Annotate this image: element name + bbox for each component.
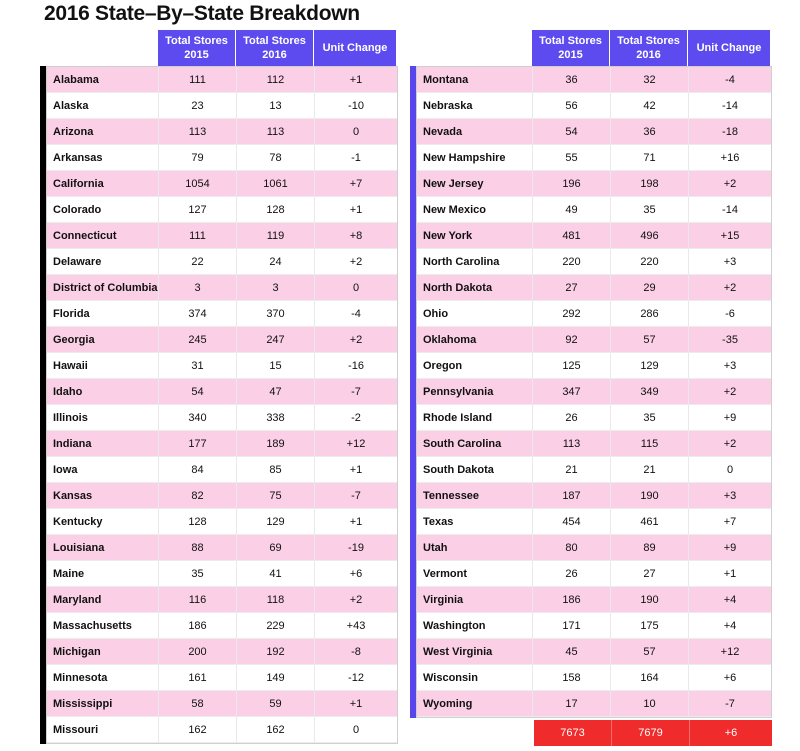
state-name: Maryland (47, 587, 159, 613)
stores-2015: 127 (159, 197, 237, 223)
table-row (47, 457, 397, 483)
header-label: Unit Change (696, 42, 762, 54)
stores-2016: 10 (611, 691, 689, 717)
stores-2015: 35 (159, 561, 237, 587)
stores-2015: 196 (533, 171, 611, 197)
state-name: Arizona (47, 119, 159, 145)
state-name: Oklahoma (417, 327, 533, 353)
stores-2016: 113 (237, 119, 315, 145)
state-name: Alaska (47, 93, 159, 119)
table-row (417, 223, 771, 249)
table-row (417, 249, 771, 275)
stores-2015: 56 (533, 93, 611, 119)
stores-2015: 92 (533, 327, 611, 353)
unit-change: +9 (689, 405, 771, 431)
header-total-stores-2016 (610, 30, 688, 66)
state-name: Tennessee (417, 483, 533, 509)
stores-2015: 26 (533, 561, 611, 587)
state-name: Virginia (417, 587, 533, 613)
table-row (417, 197, 771, 223)
table-row (47, 275, 397, 301)
unit-change: 0 (315, 275, 397, 301)
stores-2015: 340 (159, 405, 237, 431)
stores-2016: 190 (611, 587, 689, 613)
stores-2016: 78 (237, 145, 315, 171)
table-row (47, 223, 397, 249)
state-name: Delaware (47, 249, 159, 275)
table-row (47, 431, 397, 457)
page-title: 2016 State–By–State Breakdown (44, 2, 360, 25)
unit-change: +12 (689, 639, 771, 665)
unit-change: +4 (689, 587, 771, 613)
table-row (47, 535, 397, 561)
stores-2016: 286 (611, 301, 689, 327)
unit-change: +12 (315, 431, 397, 457)
table-header (410, 30, 772, 66)
stores-2016: 1061 (237, 171, 315, 197)
table-row (47, 665, 397, 691)
stores-2016: 112 (237, 67, 315, 93)
state-name: South Carolina (417, 431, 533, 457)
unit-change: -7 (689, 691, 771, 717)
unit-change: +3 (689, 353, 771, 379)
state-name: Louisiana (47, 535, 159, 561)
table-row (47, 327, 397, 353)
table-row (417, 275, 771, 301)
stores-2015: 161 (159, 665, 237, 691)
stores-2015: 220 (533, 249, 611, 275)
unit-change: +2 (689, 379, 771, 405)
stores-2016: 189 (237, 431, 315, 457)
unit-change: +8 (315, 223, 397, 249)
state-name: Kentucky (47, 509, 159, 535)
stores-2015: 27 (533, 275, 611, 301)
state-name: New Hampshire (417, 145, 533, 171)
table-row (417, 613, 771, 639)
unit-change: +7 (315, 171, 397, 197)
table-row (47, 561, 397, 587)
table-row (417, 67, 771, 93)
stores-2015: 80 (533, 535, 611, 561)
unit-change: -12 (315, 665, 397, 691)
stores-2016: 57 (611, 639, 689, 665)
table-row (417, 509, 771, 535)
unit-change: +2 (689, 171, 771, 197)
stores-2016: 41 (237, 561, 315, 587)
state-name: Ohio (417, 301, 533, 327)
total-2015: 7673 (534, 720, 612, 746)
unit-change: +1 (315, 457, 397, 483)
unit-change: +7 (689, 509, 771, 535)
header-label: Total Stores (539, 35, 602, 47)
table-row (417, 431, 771, 457)
unit-change: +1 (315, 67, 397, 93)
stores-2015: 22 (159, 249, 237, 275)
unit-change: +2 (689, 275, 771, 301)
stores-2016: 71 (611, 145, 689, 171)
stores-2015: 162 (159, 717, 237, 743)
state-name: Pennsylvania (417, 379, 533, 405)
state-name: Massachusetts (47, 613, 159, 639)
stores-2015: 186 (159, 613, 237, 639)
stores-2016: 119 (237, 223, 315, 249)
unit-change: +1 (315, 691, 397, 717)
stores-2015: 128 (159, 509, 237, 535)
table-body (410, 66, 772, 718)
unit-change: +15 (689, 223, 771, 249)
unit-change: -10 (315, 93, 397, 119)
header-unit-change (314, 30, 396, 66)
table-row (417, 171, 771, 197)
stores-2015: 3 (159, 275, 237, 301)
state-name: North Dakota (417, 275, 533, 301)
stores-2016: 175 (611, 613, 689, 639)
state-name: Washington (417, 613, 533, 639)
header-label: Total Stores (617, 35, 680, 47)
table-row (417, 665, 771, 691)
unit-change: +16 (689, 145, 771, 171)
stores-2016: 85 (237, 457, 315, 483)
stores-2015: 116 (159, 587, 237, 613)
stores-2016: 27 (611, 561, 689, 587)
unit-change: -6 (689, 301, 771, 327)
unit-change: +1 (315, 509, 397, 535)
table-row (47, 301, 397, 327)
table-row (47, 249, 397, 275)
unit-change: 0 (689, 457, 771, 483)
table-header (40, 30, 398, 66)
table-row (47, 379, 397, 405)
stores-2016: 42 (611, 93, 689, 119)
stores-2016: 162 (237, 717, 315, 743)
header-total-stores-2015 (532, 30, 610, 66)
stores-2015: 79 (159, 145, 237, 171)
unit-change: -8 (315, 639, 397, 665)
state-name: Mississippi (47, 691, 159, 717)
state-name: Georgia (47, 327, 159, 353)
table-row (417, 145, 771, 171)
unit-change: -14 (689, 93, 771, 119)
stores-2016: 338 (237, 405, 315, 431)
state-name: Kansas (47, 483, 159, 509)
state-name: Hawaii (47, 353, 159, 379)
state-name: Wyoming (417, 691, 533, 717)
stores-2015: 113 (533, 431, 611, 457)
header-year: 2016 (262, 49, 287, 61)
state-name: Nebraska (417, 93, 533, 119)
stores-2015: 125 (533, 353, 611, 379)
unit-change: +2 (315, 327, 397, 353)
table-row (47, 93, 397, 119)
stores-2016: 229 (237, 613, 315, 639)
table-row (417, 639, 771, 665)
stores-2015: 187 (533, 483, 611, 509)
state-name: Nevada (417, 119, 533, 145)
stores-2016: 89 (611, 535, 689, 561)
state-name: Michigan (47, 639, 159, 665)
stores-2016: 36 (611, 119, 689, 145)
stores-2015: 55 (533, 145, 611, 171)
table-row (417, 93, 771, 119)
stores-2015: 245 (159, 327, 237, 353)
unit-change: +9 (689, 535, 771, 561)
table-row (417, 353, 771, 379)
state-name: Utah (417, 535, 533, 561)
stores-2015: 84 (159, 457, 237, 483)
table-row (417, 457, 771, 483)
table-row (47, 119, 397, 145)
unit-change: +1 (315, 197, 397, 223)
stores-2015: 17 (533, 691, 611, 717)
stores-2015: 45 (533, 639, 611, 665)
header-label: Total Stores (165, 35, 228, 47)
state-name: Idaho (47, 379, 159, 405)
unit-change: -7 (315, 483, 397, 509)
stores-2016: 35 (611, 197, 689, 223)
stores-2016: 149 (237, 665, 315, 691)
table-row (47, 145, 397, 171)
header-total-stores-2015 (158, 30, 236, 66)
table-row (417, 119, 771, 145)
state-name: New York (417, 223, 533, 249)
table-row (417, 561, 771, 587)
stores-2016: 32 (611, 67, 689, 93)
table-row (47, 353, 397, 379)
stores-2015: 31 (159, 353, 237, 379)
state-name: New Jersey (417, 171, 533, 197)
state-name: Wisconsin (417, 665, 533, 691)
state-name: New Mexico (417, 197, 533, 223)
unit-change: +1 (689, 561, 771, 587)
stores-2016: 349 (611, 379, 689, 405)
table-row (47, 197, 397, 223)
stores-2016: 129 (237, 509, 315, 535)
table-row (47, 613, 397, 639)
state-name: Florida (47, 301, 159, 327)
stores-2015: 26 (533, 405, 611, 431)
table-row (47, 405, 397, 431)
stores-2016: 220 (611, 249, 689, 275)
right-table (410, 30, 772, 746)
unit-change: 0 (315, 717, 397, 743)
unit-change: -14 (689, 197, 771, 223)
header-label: Unit Change (322, 42, 388, 54)
state-name: Iowa (47, 457, 159, 483)
unit-change: -35 (689, 327, 771, 353)
header-total-stores-2016 (236, 30, 314, 66)
stores-2016: 29 (611, 275, 689, 301)
state-name: Oregon (417, 353, 533, 379)
stores-2015: 177 (159, 431, 237, 457)
header-state-spacer (46, 30, 158, 66)
table-body (40, 66, 398, 744)
stores-2015: 58 (159, 691, 237, 717)
total-change: +6 (690, 720, 772, 746)
state-name: Rhode Island (417, 405, 533, 431)
stores-2016: 57 (611, 327, 689, 353)
stores-2016: 370 (237, 301, 315, 327)
totals-row (410, 720, 772, 746)
stores-2016: 47 (237, 379, 315, 405)
header-year: 2015 (184, 49, 209, 61)
state-name: Missouri (47, 717, 159, 743)
state-name: Texas (417, 509, 533, 535)
stores-2015: 1054 (159, 171, 237, 197)
stores-2015: 186 (533, 587, 611, 613)
table-row (417, 301, 771, 327)
stores-2015: 158 (533, 665, 611, 691)
state-name: North Carolina (417, 249, 533, 275)
stores-2015: 454 (533, 509, 611, 535)
stores-2016: 24 (237, 249, 315, 275)
header-year: 2015 (558, 49, 583, 61)
table-row (47, 587, 397, 613)
state-name: California (47, 171, 159, 197)
unit-change: +2 (689, 431, 771, 457)
stores-2015: 54 (533, 119, 611, 145)
unit-change: -4 (315, 301, 397, 327)
stores-2015: 23 (159, 93, 237, 119)
header-year: 2016 (636, 49, 661, 61)
table-row (47, 67, 397, 93)
table-row (47, 171, 397, 197)
unit-change: +43 (315, 613, 397, 639)
header-unit-change (688, 30, 770, 66)
unit-change: -1 (315, 145, 397, 171)
state-name: Maine (47, 561, 159, 587)
totals-spacer (410, 720, 534, 746)
stores-2015: 88 (159, 535, 237, 561)
table-row (47, 509, 397, 535)
stores-2016: 15 (237, 353, 315, 379)
stores-2015: 21 (533, 457, 611, 483)
state-name: Indiana (47, 431, 159, 457)
unit-change: +4 (689, 613, 771, 639)
unit-change: +6 (689, 665, 771, 691)
stores-2016: 118 (237, 587, 315, 613)
stores-2015: 200 (159, 639, 237, 665)
unit-change: +6 (315, 561, 397, 587)
unit-change: -2 (315, 405, 397, 431)
state-name: Connecticut (47, 223, 159, 249)
stores-2016: 115 (611, 431, 689, 457)
stores-2015: 49 (533, 197, 611, 223)
table-row (417, 535, 771, 561)
stores-2016: 59 (237, 691, 315, 717)
unit-change: +3 (689, 249, 771, 275)
state-name: Montana (417, 67, 533, 93)
stores-2016: 461 (611, 509, 689, 535)
stores-2016: 128 (237, 197, 315, 223)
table-row (417, 483, 771, 509)
unit-change: -19 (315, 535, 397, 561)
state-name: South Dakota (417, 457, 533, 483)
state-name: Minnesota (47, 665, 159, 691)
state-name: Alabama (47, 67, 159, 93)
right-rows (416, 66, 772, 718)
total-2016: 7679 (612, 720, 690, 746)
stores-2015: 171 (533, 613, 611, 639)
stores-2016: 192 (237, 639, 315, 665)
stores-2015: 82 (159, 483, 237, 509)
stores-2016: 13 (237, 93, 315, 119)
table-row (47, 717, 397, 743)
stores-2015: 292 (533, 301, 611, 327)
unit-change: 0 (315, 119, 397, 145)
left-rows (46, 66, 398, 744)
table-row (417, 405, 771, 431)
stores-2015: 111 (159, 67, 237, 93)
stores-2016: 75 (237, 483, 315, 509)
stores-2016: 190 (611, 483, 689, 509)
table-row (417, 691, 771, 717)
table-row (417, 379, 771, 405)
stores-2016: 164 (611, 665, 689, 691)
state-name: West Virginia (417, 639, 533, 665)
stores-2015: 374 (159, 301, 237, 327)
unit-change: +2 (315, 249, 397, 275)
table-row (47, 483, 397, 509)
stores-2015: 481 (533, 223, 611, 249)
state-name: Illinois (47, 405, 159, 431)
stores-2016: 247 (237, 327, 315, 353)
stores-2015: 111 (159, 223, 237, 249)
table-row (417, 587, 771, 613)
stores-2016: 21 (611, 457, 689, 483)
table-row (47, 691, 397, 717)
stores-2015: 347 (533, 379, 611, 405)
stores-2016: 129 (611, 353, 689, 379)
stores-2015: 36 (533, 67, 611, 93)
unit-change: -4 (689, 67, 771, 93)
state-name: Colorado (47, 197, 159, 223)
state-name: Vermont (417, 561, 533, 587)
header-label: Total Stores (243, 35, 306, 47)
state-name: Arkansas (47, 145, 159, 171)
stores-2016: 69 (237, 535, 315, 561)
stores-2016: 198 (611, 171, 689, 197)
stores-2015: 54 (159, 379, 237, 405)
left-table (40, 30, 398, 744)
unit-change: -7 (315, 379, 397, 405)
stores-2016: 496 (611, 223, 689, 249)
unit-change: -16 (315, 353, 397, 379)
stores-2015: 113 (159, 119, 237, 145)
unit-change: +2 (315, 587, 397, 613)
header-state-spacer (416, 30, 532, 66)
unit-change: -18 (689, 119, 771, 145)
state-name: District of Columbia (47, 275, 159, 301)
table-row (417, 327, 771, 353)
table-row (47, 639, 397, 665)
stores-2016: 3 (237, 275, 315, 301)
stores-2016: 35 (611, 405, 689, 431)
unit-change: +3 (689, 483, 771, 509)
